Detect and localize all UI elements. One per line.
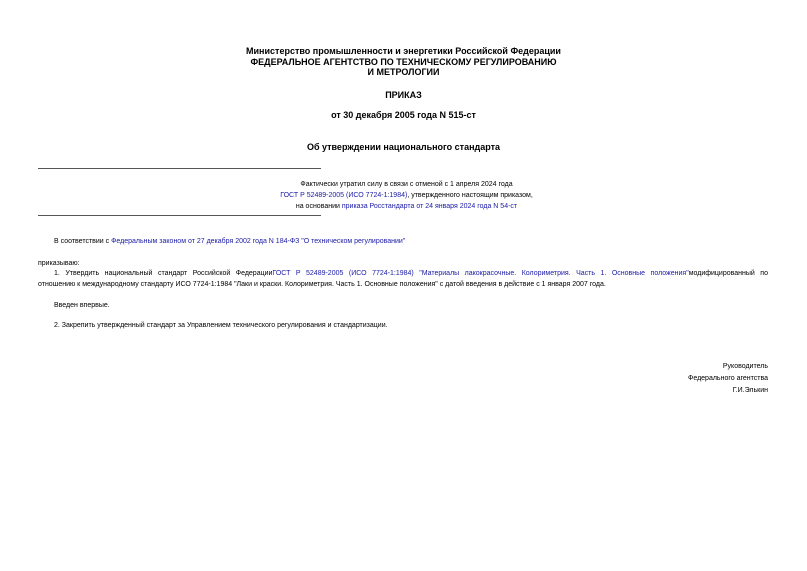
item1-line1 <box>38 268 768 279</box>
signer-name: Г.И.Элькин <box>732 387 768 394</box>
item1-text-a: 1. Утвердить национальный стандарт Российской Федерации <box>54 270 273 277</box>
date-number-text: от 30 декабря 2005 года N 515-ст <box>331 110 476 120</box>
signature-block <box>688 361 768 397</box>
document-type <box>0 90 807 101</box>
status-note-line2 <box>140 190 673 201</box>
item2-paragraph: 2. Закрепить утвержденный стандарт за Управлением технического регулирования и стандартизации. <box>54 322 388 329</box>
order-word: приказываю: <box>38 260 80 267</box>
status-note-line3-text: на основании <box>295 203 342 210</box>
intro-text: В соответствии с <box>54 238 112 245</box>
standard-link[interactable]: ГОСТ Р 52489-2005 (ИСО 7724-1:1984) <box>280 192 408 199</box>
intro-paragraph <box>54 236 405 247</box>
agency-name-line1: ФЕДЕРАЛЬНОЕ АГЕНТСТВО ПО ТЕХНИЧЕСКОМУ РЕГУЛИРОВАНИЮ <box>250 56 557 67</box>
bottom-divider <box>38 215 321 216</box>
rosstandart-order-link[interactable]: приказа Росстандарта от 24 января 2024 года N 54-ст <box>341 203 518 210</box>
gost-standard-link[interactable]: ГОСТ Р 52489-2005 (ИСО 7724-1:1984) "Материалы лакокрасочные. Колориметрия. Часть 1. Основные положения" <box>272 270 689 277</box>
item1-text-b: модифицированный по <box>688 270 768 277</box>
doc-type-label: ПРИКАЗ <box>385 90 422 100</box>
signer-position-line1: Руководитель <box>722 363 768 370</box>
introduced-note: Введен впервые. <box>54 302 110 309</box>
status-note <box>140 179 673 212</box>
document-date-number <box>0 110 807 121</box>
signer-position-line2: Федерального агентства <box>688 375 768 382</box>
status-note-line2-text: , утвержденного настоящим приказом, <box>407 192 533 199</box>
federal-law-link[interactable]: Федеральным законом от 27 декабря 2002 года N 184-ФЗ "О техническом регулировании" <box>111 238 406 245</box>
status-note-line3 <box>140 201 673 212</box>
subject-text: Об утверждении национального стандарта <box>306 142 501 152</box>
top-divider <box>38 168 321 169</box>
item1-line2: отношению к международному стандарту ИСО 7724-1:1984 "Лаки и краски. Колориметрия. Часть 1. Основные положения" с датой введения в действие с 1 января 2007 года. <box>38 281 606 288</box>
agency-name-line2: И МЕТРОЛОГИИ <box>367 67 440 77</box>
document-header <box>0 46 807 78</box>
ministry-name: Министерство промышленности и энергетики Российской Федерации <box>246 46 561 56</box>
document-subject <box>0 142 807 153</box>
item1-paragraph <box>38 268 768 290</box>
status-note-line1: Фактически утратил силу в связи с отменой с 1 апреля 2024 года <box>300 181 513 188</box>
